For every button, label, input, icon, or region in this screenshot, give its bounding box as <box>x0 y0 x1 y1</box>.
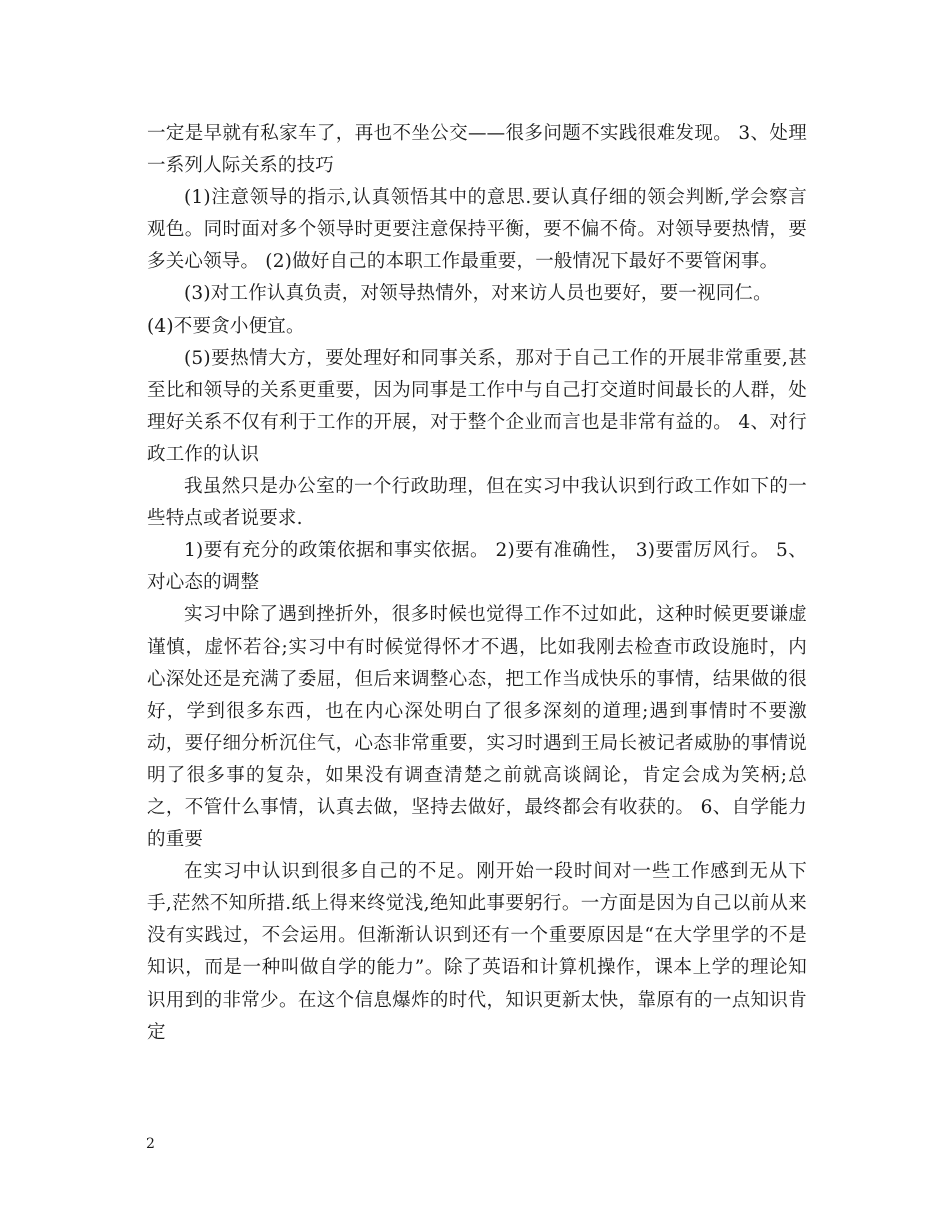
paragraph-9: 在实习中认识到很多自己的不足。刚开始一段时间对一些工作感到无从下手,茫然不知所措.纸上得来终觉浅,绝知此事要躬行。一方面是因为自己以前从来没有实践过，不会运用。但渐渐认识到还有一个重要原因是“在大学里学的不是知识，而是一种叫做自学的能力”。除了英语和计算机操作，课本上学的理论知识用到的非常少。在这个信息爆炸的时代，知识更新太快，靠原有的一点知识肯定 <box>147 861 807 1043</box>
paragraph-1: 一定是早就有私家车了，再也不坐公交——很多问题不实践很难发现。 3、处理一系列人际关系的技巧 <box>147 123 807 177</box>
document-body <box>147 118 807 1049</box>
paragraph-3: (3)对工作认真负责，对领导热情外，对来访人员也要好，要一视同仁。 <box>184 283 772 305</box>
paragraph-6: 我虽然只是办公室的一个行政助理，但在实习中我认识到行政工作如下的一些特点或者说要求. <box>147 476 807 530</box>
paragraph-7: 1)要有充分的政策依据和事实依据。 2)要有准确性， 3)要雷厉风行。 5、对心态的调整 <box>147 540 807 594</box>
page-number: 2 <box>146 1136 155 1152</box>
paragraph-8: 实习中除了遇到挫折外，很多时候也觉得工作不过如此，这种时候更要谦虚谨慎，虚怀若谷;实习中有时候觉得怀才不遇，比如我刚去检查市政设施时，内心深处还是充满了委屈，但后来调整心态，把工作当成快乐的事情，结果做的很好，学到很多东西，也在内心深处明白了很多深刻的道理;遇到事情时不要激动，要仔细分析沉住气，心态非常重要，实习时遇到王局长被记者威胁的事情说明了很多事的复杂，如果没有调查清楚之前就高谈阔论，肯定会成为笑柄;总之，不管什么事情，认真去做，坚持去做好，最终都会有收获的。 6、自学能力的重要 <box>147 604 807 851</box>
paragraph-2: (1)注意领导的指示,认真领悟其中的意思.要认真仔细的领会判断,学会察言观色。同时面对多个领导时更要注意保持平衡，要不偏不倚。对领导要热情，要多关心领导。 (2)做好自己的本职工作最重要，一般情况下最好不要管闲事。 <box>147 187 807 273</box>
paragraph-4: (4)不要贪小便宜。 <box>147 315 305 337</box>
paragraph-5: (5)要热情大方，要处理好和同事关系，那对于自己工作的开展非常重要,甚至比和领导的关系更重要，因为同事是工作中与自己打交道时间最长的人群，处理好关系不仅有利于工作的开展，对于整个企业而言也是非常有益的。 4、对行政工作的认识 <box>147 347 807 465</box>
